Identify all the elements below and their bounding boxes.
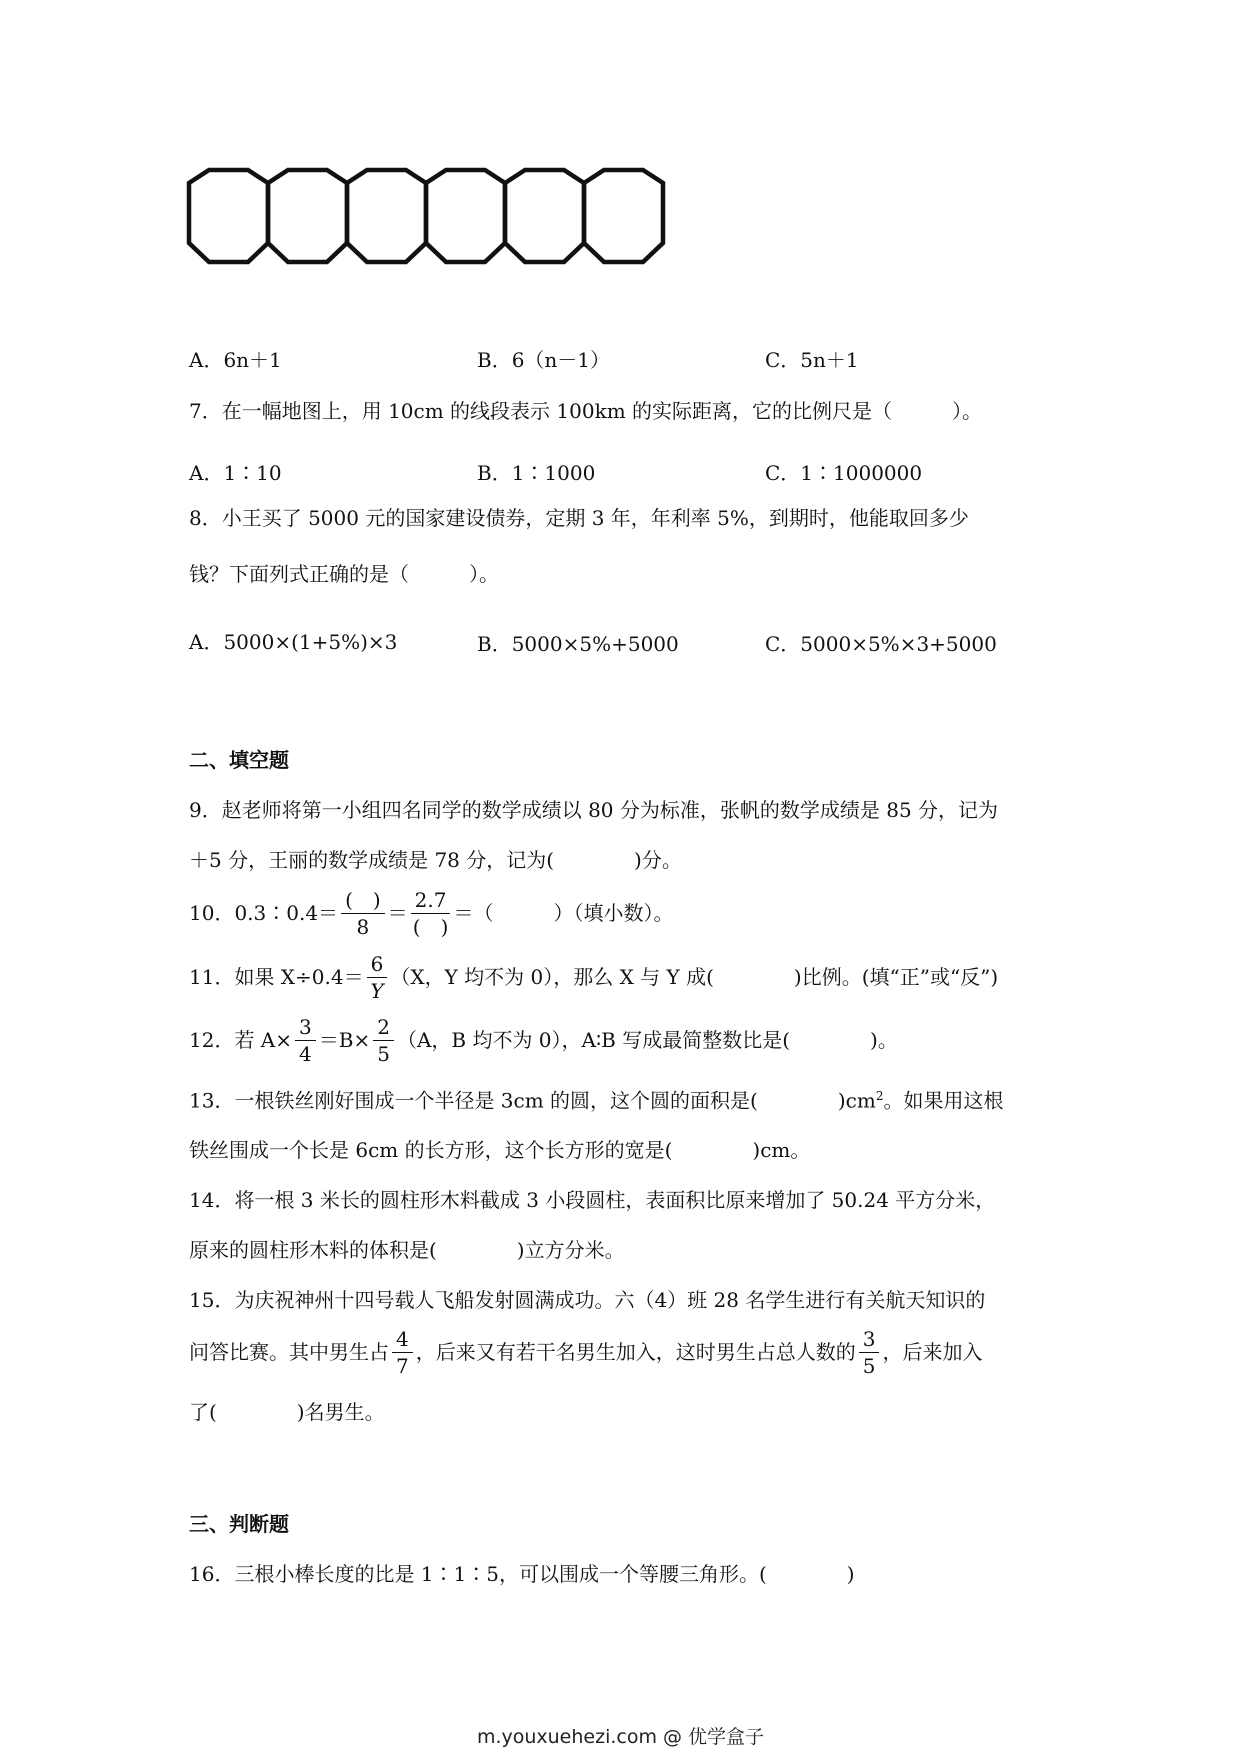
q10-f2-numerator: 2.7 (411, 890, 451, 914)
q11-fraction (367, 951, 388, 1003)
q15-line2-a: 问答比赛。其中男生占 (189, 1340, 389, 1364)
q11-numerator: 6 (367, 954, 388, 978)
q10-f2-denominator: ( ) (412, 914, 449, 939)
q15-f2-denominator: 5 (862, 1353, 876, 1378)
q8-option-a: A．5000×(1+5%)×3 (189, 630, 398, 654)
q7-text: 7．在一幅地图上，用 10cm 的线段表示 100km 的实际距离，它的比例尺是（ ）。 (189, 399, 983, 423)
q13-line2: 铁丝围成一个长是 6cm 的长方形，这个长方形的宽是( )cm。 (189, 1138, 811, 1162)
hexagon (189, 170, 268, 262)
q10-fraction-2 (411, 887, 451, 939)
q12-suffix: （A，B 均不为 0），A∶B 写成最简整数比是( )。 (396, 1028, 898, 1052)
q12-f1-numerator: 3 (295, 1017, 316, 1041)
q15-fraction-1 (392, 1326, 413, 1378)
q6-option-c: C．5n＋1 (765, 348, 859, 372)
q12 (189, 1016, 898, 1064)
q8-line1: 8．小王买了 5000 元的国家建设债券，定期 3 年，年利率 5%，到期时，他能取回多少 (189, 506, 969, 530)
hexagon (584, 170, 663, 262)
q8-option-b: B．5000×5%+5000 (477, 632, 679, 656)
hexagon-chain-figure (0, 0, 1241, 300)
q12-f1-denominator: 4 (299, 1041, 312, 1066)
q8-line2: 钱？下面列式正确的是（ ）。 (189, 562, 499, 586)
hexagon (505, 170, 584, 262)
q15-f2-numerator: 3 (859, 1329, 880, 1353)
q12-fraction-2 (373, 1014, 394, 1066)
q15-line2 (189, 1326, 982, 1378)
q10-fraction-1 (341, 887, 385, 939)
section-3-title: 三、判断题 (189, 1512, 289, 1536)
q16-text: 16．三根小棒长度的比是 1∶1∶5，可以围成一个等腰三角形。( ) (189, 1562, 855, 1586)
q14-line1: 14．将一根 3 米长的圆柱形木料截成 3 小段圆柱，表面积比原来增加了 50.24 平方分米， (189, 1188, 996, 1212)
q10-equals: ＝ (387, 901, 408, 925)
q15-line2-b: ，后来又有若干名男生加入，这时男生占总人数的 (415, 1340, 856, 1364)
q7-option-b: B．1∶1000 (477, 461, 596, 485)
q10-prefix: 10．0.3∶0.4＝ (189, 901, 339, 925)
q15-line1: 15．为庆祝神州十四号载人飞船发射圆满成功。六（4）班 28 名学生进行有关航天知识的 (189, 1288, 986, 1312)
q12-f2-numerator: 2 (373, 1017, 394, 1041)
q12-mid: ＝B× (318, 1028, 371, 1052)
q14-line2: 原来的圆柱形木料的体积是( )立方分米。 (189, 1238, 625, 1262)
q13-superscript: 2 (875, 1089, 884, 1103)
q9-line2: ＋5 分，王丽的数学成绩是 78 分，记为( )分。 (189, 848, 682, 872)
section-2-title: 二、填空题 (189, 748, 289, 772)
q7-option-c: C．1∶1000000 (765, 461, 923, 485)
footer-watermark: m.youxuehezi.com @ 优学盒子 (476, 1726, 765, 1748)
q10-suffix: ＝（ ）（填小数）。 (453, 901, 674, 925)
q13-line1-a: 13．一根铁丝刚好围成一个半径是 3cm 的圆，这个圆的面积是( )cm (189, 1088, 876, 1113)
hexagon (426, 170, 505, 262)
q7-option-a: A．1∶10 (189, 461, 282, 485)
q15-line3: 了( )名男生。 (189, 1400, 385, 1424)
q15-fraction-2 (859, 1326, 880, 1378)
q15-f1-denominator: 7 (396, 1353, 409, 1378)
q10 (189, 889, 673, 937)
q6-option-b: B．6（n－1） (477, 348, 611, 372)
q6-option-a: A．6n＋1 (189, 348, 282, 372)
q11-denominator: Y (370, 978, 384, 1003)
hexagon (268, 170, 347, 262)
hexagon (347, 170, 426, 262)
q9-line1: 9．赵老师将第一小组四名同学的数学成绩以 80 分为标准，张帆的数学成绩是 85 分，记为 (189, 798, 999, 822)
q12-prefix: 12．若 A× (189, 1028, 293, 1052)
q15-f1-numerator: 4 (392, 1329, 413, 1353)
q13-line1-b: 。如果用这根 (883, 1088, 1004, 1113)
q13-line1 (189, 1090, 1003, 1111)
q8-option-c: C．5000×5%×3+5000 (765, 632, 997, 656)
q10-f1-numerator: ( ) (341, 890, 385, 914)
q12-fraction-1 (295, 1014, 316, 1066)
q11-prefix: 11．如果 X÷0.4＝ (189, 965, 364, 989)
q11 (189, 953, 998, 1001)
q15-line2-c: ，后来加入 (882, 1340, 983, 1364)
q10-f1-denominator: 8 (356, 914, 370, 939)
q11-suffix: （X，Y 均不为 0），那么 X 与 Y 成( )比例。(填“正”或“反”) (390, 965, 999, 989)
q12-f2-denominator: 5 (377, 1041, 390, 1066)
